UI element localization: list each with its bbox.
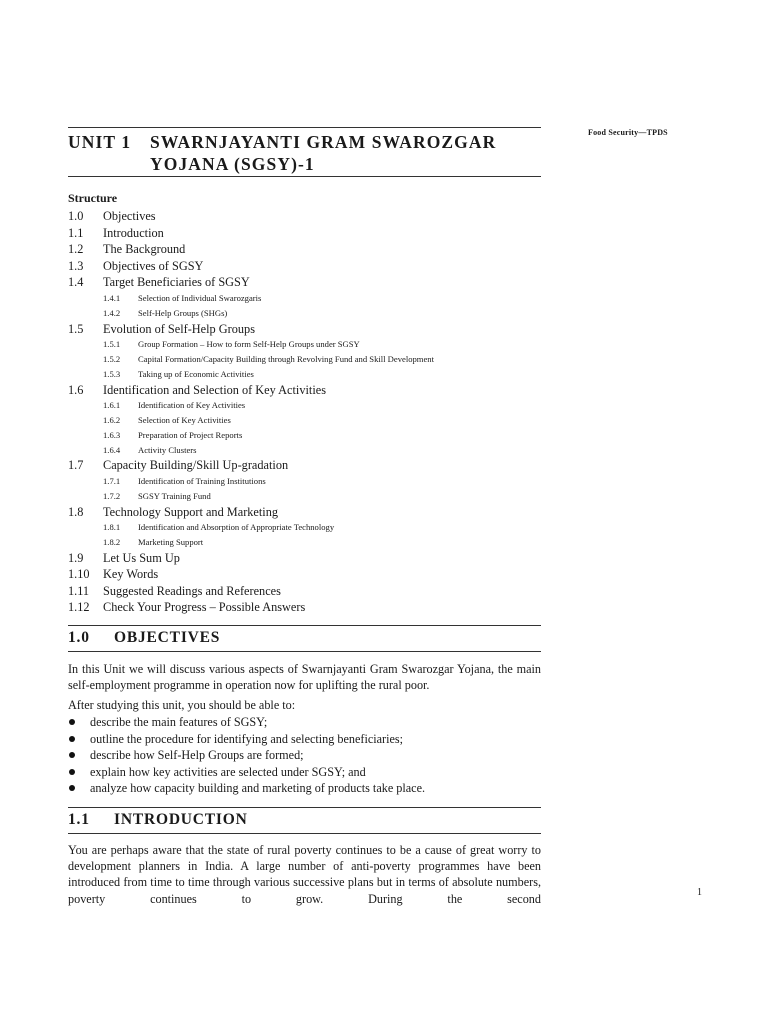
toc-item (68, 457, 541, 474)
toc-subitem (68, 443, 541, 458)
toc-subitem (68, 428, 541, 443)
toc-subitem (68, 520, 541, 535)
introduction-heading (68, 811, 248, 829)
unit-title-line1: SWARNJAYANTI GRAM SWAROZGAR (150, 132, 497, 152)
objective-bullet-item (68, 747, 541, 764)
toc-item-number: 1.3 (68, 258, 84, 273)
objectives-heading (68, 629, 220, 647)
objective-bullet-item (68, 714, 541, 731)
title-bottom-rule (68, 176, 541, 177)
introduction-heading-number: 1.1 (68, 811, 90, 828)
toc-item-number: 1.8 (68, 504, 84, 519)
toc-item-text: Group Formation – How to form Self-Help Groups under SGSY (138, 339, 360, 350)
objective-bullet-text: describe the main features of SGSY; (90, 715, 268, 729)
introduction-top-rule (68, 807, 541, 808)
objectives-lead-text: After studying this unit, you should be able to: (68, 698, 296, 712)
toc-item-text: Objectives of SGSY (103, 258, 204, 273)
toc-item-text: Objectives (103, 209, 156, 223)
toc-item-text: Identification of Training Institutions (138, 475, 266, 486)
toc-item-text: Identification and Absorption of Appropriate Technology (138, 522, 335, 533)
toc-item-number: 1.7 (68, 458, 84, 473)
unit-label: UNIT 1 (68, 132, 132, 152)
toc-item-text: Identification and Selection of Key Activities (103, 382, 326, 397)
introduction-heading-text: INTRODUCTION (114, 811, 248, 828)
toc-item-number: 1.5 (68, 321, 84, 336)
toc-item-number: 1.1 (68, 225, 84, 240)
bullet-icon (69, 785, 75, 791)
toc-item-number: 1.4.1 (103, 292, 121, 303)
toc-item-text: Target Beneficiaries of SGSY (103, 275, 250, 290)
toc-subitem (68, 306, 541, 321)
unit-title (68, 131, 541, 175)
toc-item-number: 1.8.2 (103, 536, 121, 547)
toc-item-text: Suggested Readings and References (103, 583, 281, 598)
toc-subitem (68, 352, 541, 367)
objective-bullet-text: describe how Self-Help Groups are formed; (90, 748, 304, 763)
toc-item-text: The Background (103, 242, 186, 257)
toc-item (68, 241, 541, 258)
toc-item-number: 1.6.2 (103, 414, 121, 425)
toc-item-number: 1.6.4 (103, 444, 121, 455)
toc-item-text: Selection of Key Activities (138, 414, 231, 425)
toc-item-number: 1.10 (68, 567, 90, 582)
introduction-paragraph: You are perhaps aware that the state of rural poverty continues to be a cause of great worry to development planners in India. A large number of anti-poverty programmes have been introduced from time to time through various successive plans but in terms of absolute numbers, poverty continues to grow. During the second (68, 843, 541, 906)
toc-item (68, 504, 541, 521)
objective-bullet-item (68, 731, 541, 748)
top-rule (68, 127, 541, 128)
toc-item-text: Self-Help Groups (SHGs) (138, 307, 228, 318)
objectives-bottom-rule (68, 651, 541, 652)
toc-item (68, 225, 541, 242)
toc-item (68, 321, 541, 338)
toc-item-number: 1.7.2 (103, 490, 121, 501)
toc-item (68, 550, 541, 567)
toc-item-text: Technology Support and Marketing (103, 504, 279, 519)
toc-item-text: Introduction (103, 225, 164, 240)
toc-item-number: 1.5.1 (103, 339, 121, 350)
toc-item (68, 208, 541, 225)
toc-item-number: 1.12 (68, 600, 90, 615)
page-number: 1 (697, 887, 702, 898)
toc-item-number: 1.4 (68, 275, 84, 290)
toc-item (68, 274, 541, 291)
toc-item-text: Check Your Progress – Possible Answers (103, 600, 306, 615)
objectives-bullet-list (68, 714, 541, 797)
toc-item-number: 1.6.1 (103, 400, 121, 411)
toc-item-text: Marketing Support (138, 536, 204, 547)
toc-subitem (68, 535, 541, 550)
toc-item-number: 1.6.3 (103, 429, 121, 440)
toc-subitem (68, 474, 541, 489)
toc-item (68, 583, 541, 600)
bullet-icon (69, 719, 75, 725)
bullet-icon (69, 736, 75, 742)
toc-subitem (68, 413, 541, 428)
toc-subitem (68, 489, 541, 504)
toc-item-text: Let Us Sum Up (103, 550, 180, 565)
toc-item-number: 1.6 (68, 382, 84, 397)
bullet-icon (69, 769, 75, 775)
toc-item-text: Identification of Key Activities (138, 400, 246, 411)
objectives-top-rule (68, 625, 541, 626)
toc-item (68, 382, 541, 399)
objectives-intro-paragraph: In this Unit we will discuss various aspects of Swarnjayanti Gram Swarozgar Yojana, the main self-employment programme in operation now for uplifting the rural poor. (68, 662, 541, 693)
objectives-heading-text: OBJECTIVES (114, 629, 221, 646)
toc-item-number: 1.11 (68, 583, 90, 598)
toc-item-text: Capital Formation/Capacity Building through Revolving Fund and Skill Development (138, 353, 434, 364)
toc-item-number: 1.2 (68, 242, 84, 257)
toc-item-number: 1.5.3 (103, 368, 121, 379)
objective-bullet-item (68, 764, 541, 781)
toc-item (68, 566, 541, 583)
toc-subitem (68, 291, 541, 306)
toc-item-number: 1.8.1 (103, 522, 121, 533)
running-header: Food Security—TPDS (588, 128, 668, 137)
toc-item-text: Evolution of Self-Help Groups (103, 321, 255, 336)
structure-heading: Structure (68, 191, 118, 205)
toc-item-number: 1.7.1 (103, 475, 121, 486)
toc-item (68, 599, 541, 616)
unit-title-line2: YOJANA (SGSY)-1 (150, 154, 315, 174)
bullet-icon (69, 752, 75, 758)
toc-subitem (68, 398, 541, 413)
toc-item-number: 1.4.2 (103, 307, 121, 318)
toc-item-number: 1.5.2 (103, 353, 121, 364)
objective-bullet-item (68, 780, 541, 797)
toc-item-number: 1.0 (68, 209, 84, 223)
toc-item (68, 258, 541, 275)
objective-bullet-text: analyze how capacity building and marketing of products take place. (90, 781, 426, 796)
table-of-contents (68, 208, 541, 616)
toc-subitem (68, 337, 541, 352)
toc-item-text: Selection of Individual Swarozgaris (138, 292, 262, 303)
toc-item-text: Preparation of Project Reports (138, 429, 243, 440)
toc-item-text: Activity Clusters (138, 444, 197, 455)
toc-item-text: SGSY Training Fund (138, 490, 211, 501)
toc-item-text: Key Words (103, 567, 159, 582)
objectives-heading-number: 1.0 (68, 629, 90, 646)
introduction-bottom-rule (68, 833, 541, 834)
objective-bullet-text: explain how key activities are selected under SGSY; and (90, 764, 366, 779)
toc-item-text: Capacity Building/Skill Up-gradation (103, 458, 289, 473)
toc-item-text: Taking up of Economic Activities (138, 368, 254, 379)
objective-bullet-text: outline the procedure for identifying and selecting beneficiaries; (90, 731, 404, 746)
toc-item-number: 1.9 (68, 550, 84, 565)
toc-subitem (68, 367, 541, 382)
